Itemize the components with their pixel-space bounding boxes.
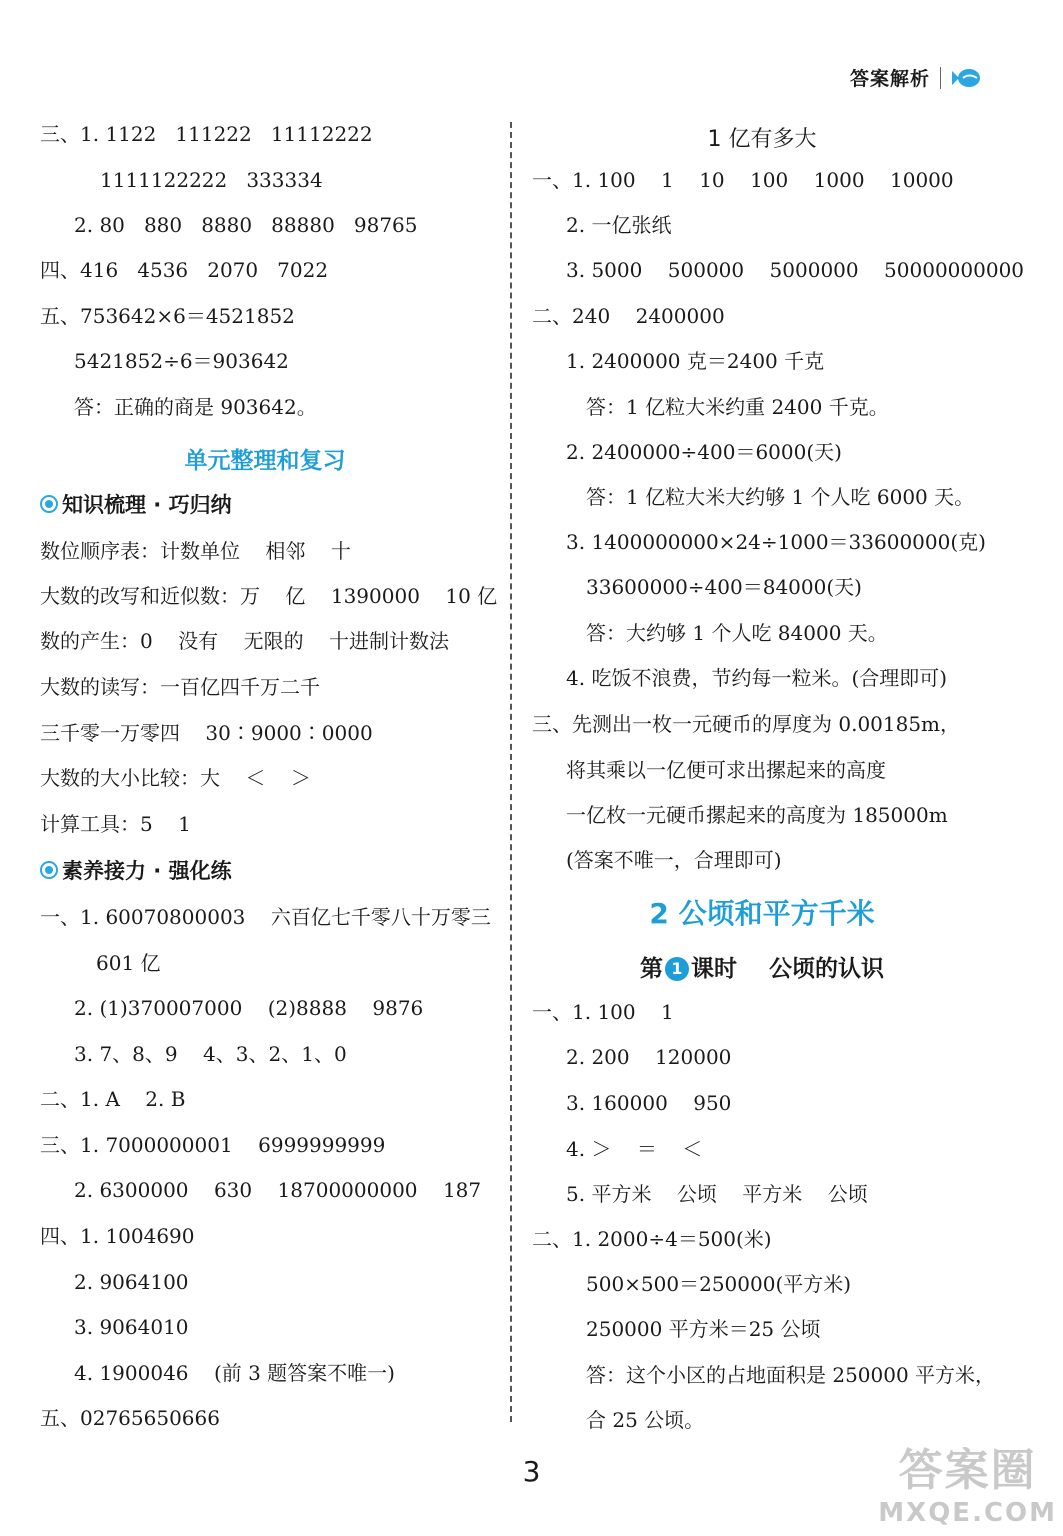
answer-line: 数位顺序表：计数单位 相邻 十 xyxy=(40,539,351,563)
answer-line: 三千零一万零四 30∶9000∶0000 xyxy=(40,721,373,745)
answer-line: 二、240 2400000 xyxy=(532,304,725,328)
answer-line: 大数的改写和近似数：万 亿 1390000 10 亿 xyxy=(40,584,498,608)
answer-line: 2. 2400000÷400＝6000(天) xyxy=(566,440,842,464)
answer-line: 2. 9064100 xyxy=(74,1270,189,1294)
watermark-logo xyxy=(878,1434,1057,1528)
answer-line: 33600000÷400＝84000(天) xyxy=(586,575,862,599)
answer-line: 2. 80 880 8880 88880 98765 xyxy=(74,213,418,237)
answer-line: 大数的大小比较：大 ＜ ＞ xyxy=(40,766,311,790)
answer-line: 250000 平方米＝25 公顷 xyxy=(586,1317,821,1341)
answer-line: 五、02765650666 xyxy=(40,1406,220,1430)
answer-line: 2. 6300000 630 18700000000 187 xyxy=(74,1178,482,1202)
answer-line: 2. 200 120000 xyxy=(566,1045,732,1069)
section-practice: 素养接力 · 强化练 xyxy=(40,858,232,884)
answer-line: 将其乘以一亿便可求出摞起来的高度 xyxy=(566,758,886,782)
answer-line: 3. 7、8、9 4、3、2、1、0 xyxy=(74,1042,347,1066)
answer-line: 1. 2400000 克＝2400 千克 xyxy=(566,349,825,373)
answer-line: 5. 平方米 公顷 平方米 公顷 xyxy=(566,1182,868,1206)
answer-line: 4. 吃饭不浪费，节约每一粒米。(合理即可) xyxy=(566,666,948,690)
answer-line: 四、1. 1004690 xyxy=(40,1224,195,1248)
answer-line: 数的产生：0 没有 无限的 十进制计数法 xyxy=(40,629,450,653)
section-title-yi: 1 亿有多大 xyxy=(707,127,817,152)
answer-line: 答：这个小区的占地面积是 250000 平方米， xyxy=(586,1363,996,1387)
answer-line: 大数的读写：一百亿四千万二千 xyxy=(40,675,320,699)
answer-line: 三、1. 1122 111222 11112222 xyxy=(40,122,373,146)
watermark-url: MXQE.COM xyxy=(878,1498,1057,1528)
answer-line: 一、1. 100 1 xyxy=(532,1000,674,1024)
answer-line: 三、先测出一枚一元硬币的厚度为 0.00185m， xyxy=(532,712,961,736)
answer-line: (答案不唯一，合理即可) xyxy=(566,848,782,872)
answer-line: 计算工具：5 1 xyxy=(40,812,191,836)
answer-line: 答：1 亿粒大米大约够 1 个人吃 6000 天。 xyxy=(586,485,975,509)
answer-line: 4. ＞ ＝ ＜ xyxy=(566,1137,703,1161)
answer-line: 四、416 4536 2070 7022 xyxy=(40,258,329,282)
answer-line: 5421852÷6＝903642 xyxy=(74,349,289,373)
answer-line: 三、1. 7000000001 6999999999 xyxy=(40,1133,386,1157)
section-knowledge: 知识梳理 · 巧归纳 xyxy=(40,492,232,518)
answer-line: 4. 1900046 (前 3 题答案不唯一) xyxy=(74,1361,395,1385)
lesson-title: 第 1 课时 公顷的认识 xyxy=(639,956,885,982)
answer-line: 3. 160000 950 xyxy=(566,1091,732,1115)
header-label: 答案解析 xyxy=(849,68,930,90)
answer-line: 一亿枚一元硬币摞起来的高度为 185000m xyxy=(566,803,948,827)
fish-logo-icon xyxy=(951,67,981,89)
answer-line: 1111122222 333334 xyxy=(100,168,323,192)
lesson-number-badge: 1 xyxy=(665,957,689,981)
column-divider xyxy=(510,122,512,1422)
answer-line: 一、1. 100 1 10 100 1000 10000 xyxy=(532,168,954,192)
answer-line: 3. 9064010 xyxy=(74,1315,189,1339)
answer-line: 3. 1400000000×24÷1000＝33600000(克) xyxy=(566,530,986,554)
watermark-text: 答案圈 xyxy=(898,1445,1037,1496)
answer-line: 2. (1)370007000 (2)8888 9876 xyxy=(74,996,424,1020)
answer-line: 答：正确的商是 903642。 xyxy=(74,395,317,419)
answer-line: 答：大约够 1 个人吃 84000 天。 xyxy=(586,621,888,645)
unit-review-title: 单元整理和复习 xyxy=(184,448,346,474)
answer-line: 合 25 公顷。 xyxy=(586,1408,705,1432)
answer-line: 答：1 亿粒大米约重 2400 千克。 xyxy=(586,395,889,419)
answer-line: 2. 一亿张纸 xyxy=(566,213,672,237)
header-divider xyxy=(940,67,941,89)
answer-line: 500×500＝250000(平方米) xyxy=(586,1272,852,1296)
answer-line: 一、1. 60070800003 六百亿七千零八十万零三 xyxy=(40,905,491,929)
page-number: 3 xyxy=(522,1455,541,1488)
answer-line: 五、753642×6＝4521852 xyxy=(40,304,295,328)
answer-line: 3. 5000 500000 5000000 50000000000 xyxy=(566,258,1025,282)
bullet-icon xyxy=(40,861,58,879)
answer-line: 二、1. A 2. B xyxy=(40,1087,186,1111)
bullet-icon xyxy=(40,495,58,513)
answer-line: 601 亿 xyxy=(96,951,161,975)
chapter-title: 2 公顷和平方千米 xyxy=(649,897,875,930)
page-header xyxy=(850,64,981,91)
answer-line: 二、1. 2000÷4＝500(米) xyxy=(532,1227,772,1251)
